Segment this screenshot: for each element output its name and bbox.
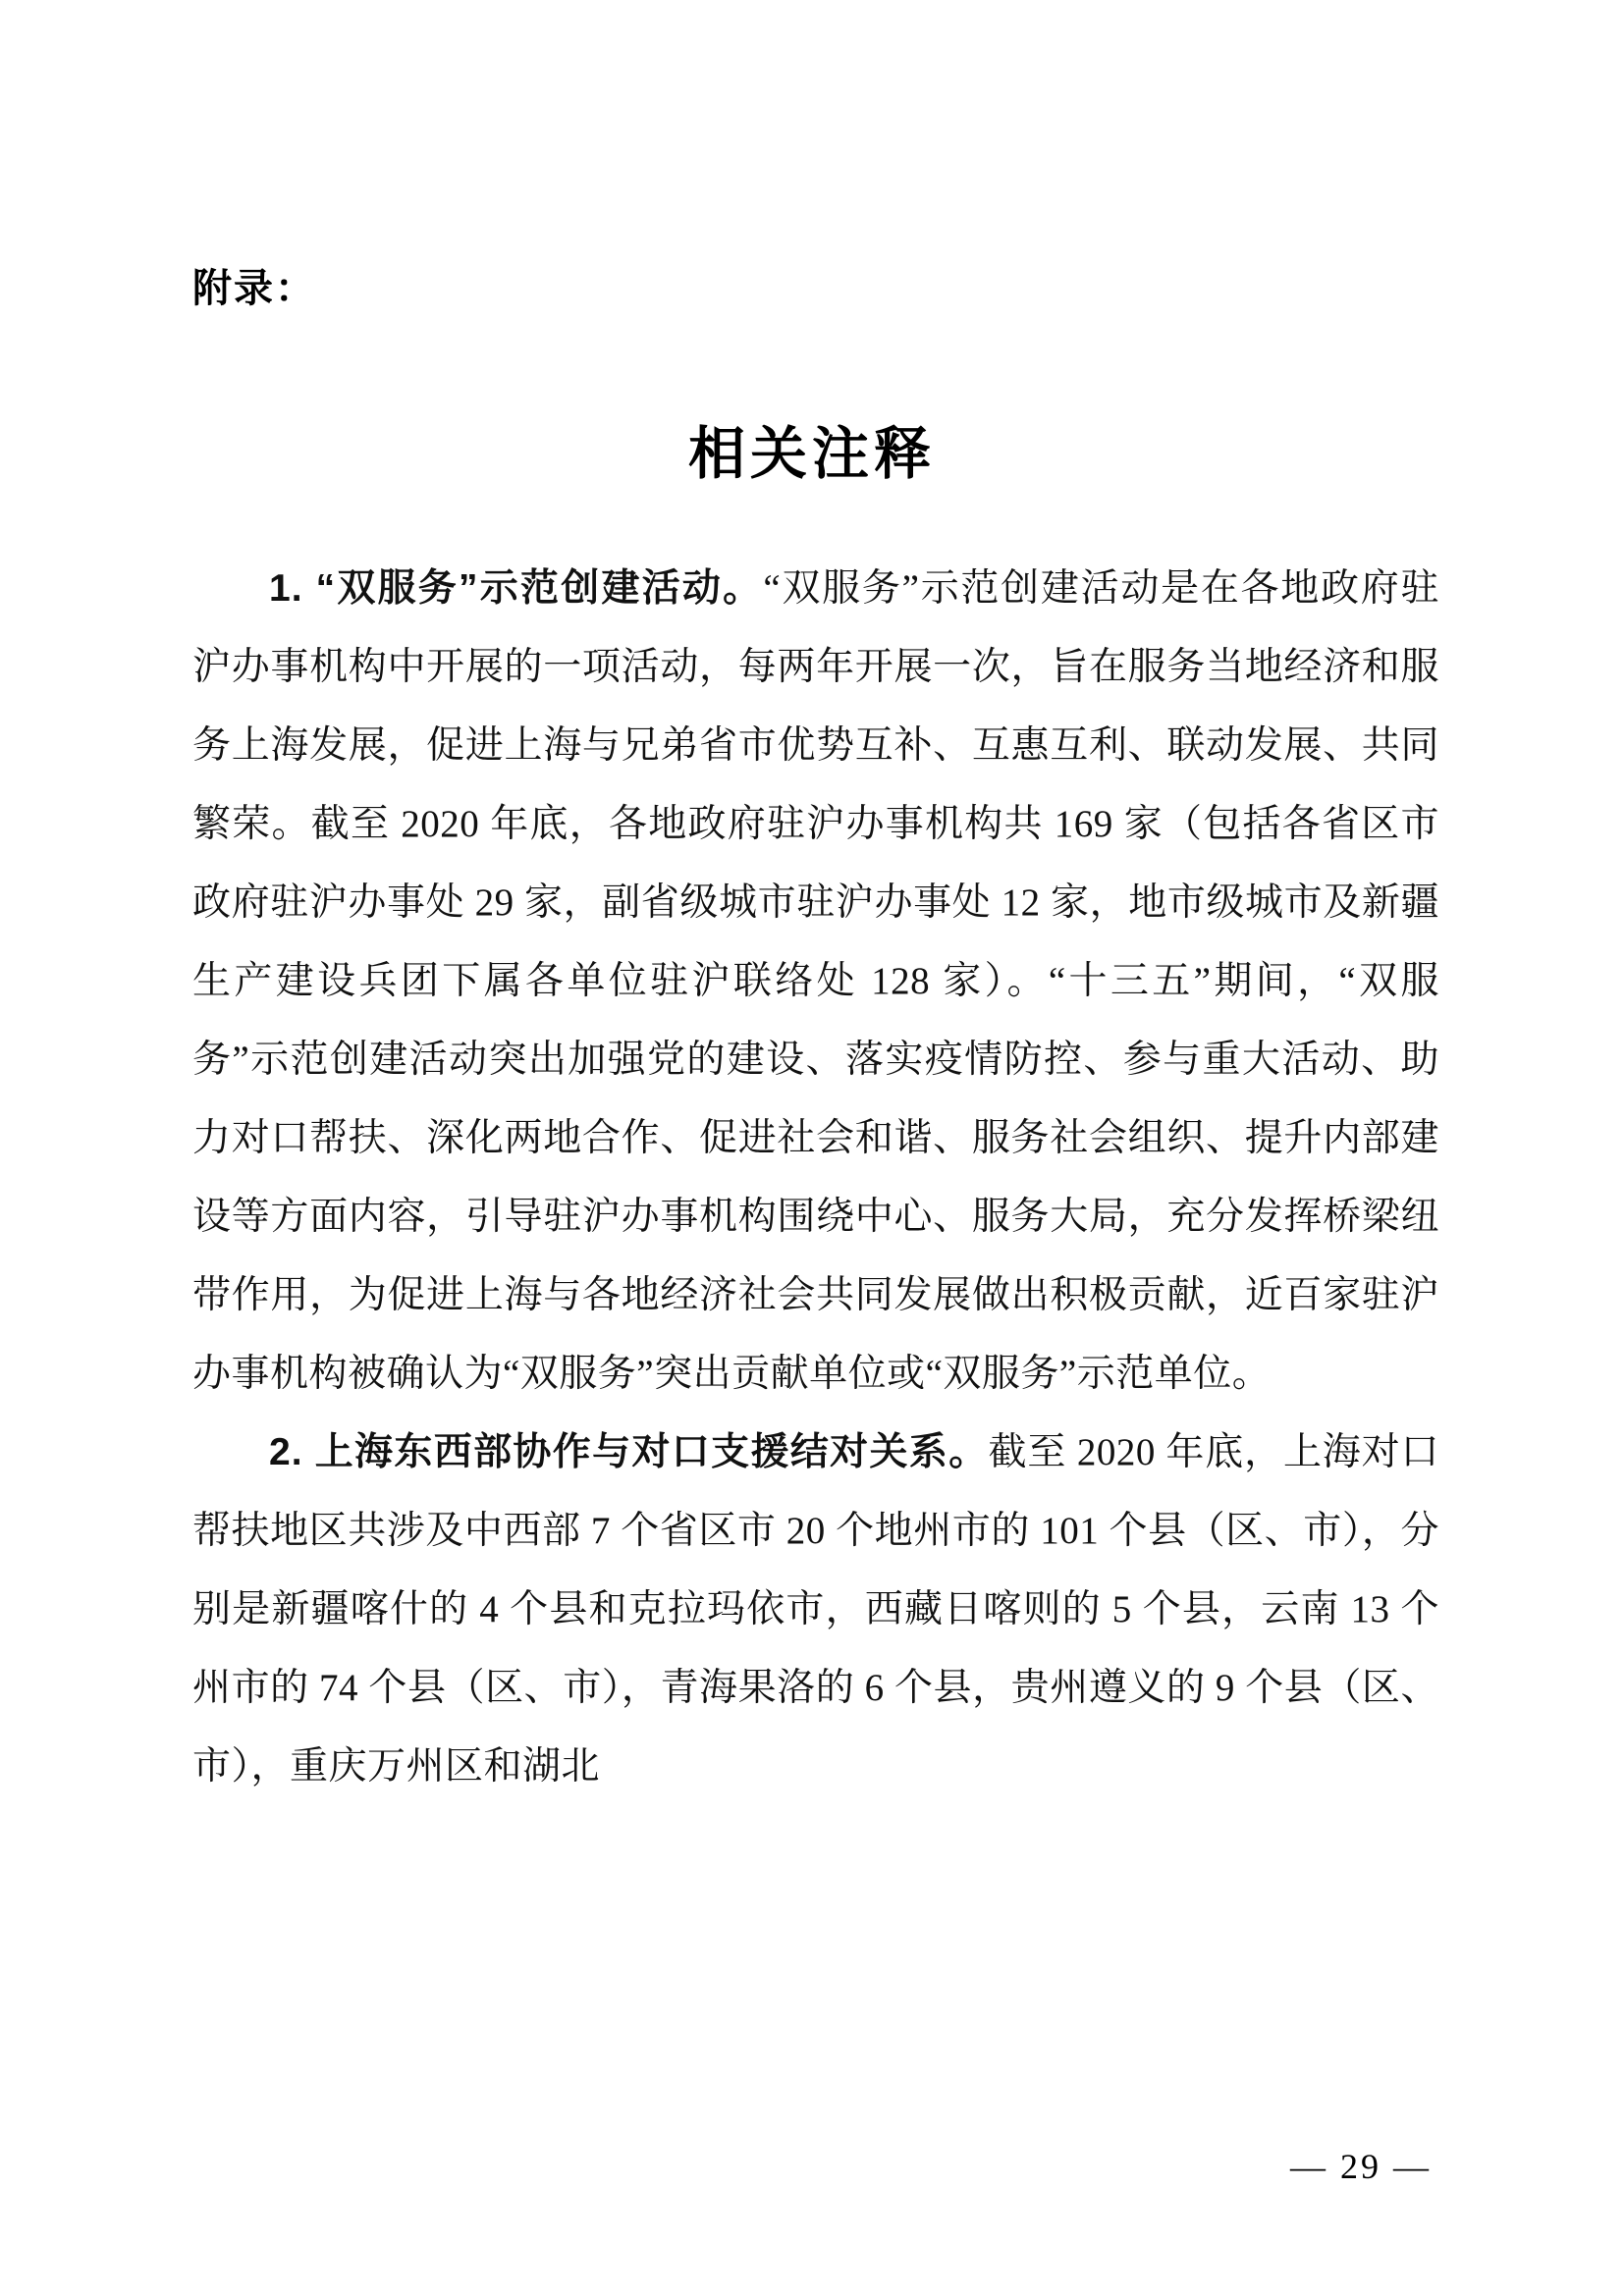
page-title: 相关注释 xyxy=(687,422,936,486)
note-paragraph-2 xyxy=(192,1414,1439,1806)
note-paragraph-1 xyxy=(192,550,1439,1414)
note-2-body: 截至 2020 年底，上海对口帮扶地区共涉及中西部 7 个省区市 20 个地州市的 101 个县（区、市），分别是新疆喀什的 4 个县和克拉玛依市，西藏日喀则的 5 个县，云南 13 个州市的 74 个县（区、市），青海果洛的 6 个县，贵州遵义的 9 个县（区、市），重庆万州区和湖北 xyxy=(192,1431,1439,1788)
note-1-body: “双服务”示范创建活动是在各地政府驻沪办事机构中开展的一项活动，每两年开展一次，旨在服务当地经济和服务上海发展，促进上海与兄弟省市优势互补、互惠互利、联动发展、共同繁荣。截至 2020 年底，各地政府驻沪办事机构共 169 家（包括各省区市政府驻沪办事处 29 家，副省级城市驻沪办事处 12 家，地市级城市及新疆生产建设兵团下属各单位驻沪联络处 128 家）。“十三五”期间，“双服务”示范创建活动突出加强党的建设、落实疫情防控、参与重大活动、助力对口帮扶、深化两地合作、促进社会和谐、服务社会组织、提升内部建设等方面内容，引导驻沪办事机构围绕中心、服务大局，充分发挥桥梁纽带作用，为促进上海与各地经济社会共同发展做出积极贡献，近百家驻沪办事机构被确认为“双服务”突出贡献单位或“双服务”示范单位。 xyxy=(192,567,1439,1395)
note-1-lead: 1. “双服务”示范创建活动。 xyxy=(269,567,764,610)
body-content xyxy=(192,550,1439,1806)
page-number: — 29 — xyxy=(1290,2147,1432,2186)
appendix-label: 附录： xyxy=(192,267,316,310)
note-2-lead: 2. 上海东西部协作与对口支援结对关系。 xyxy=(269,1431,989,1473)
